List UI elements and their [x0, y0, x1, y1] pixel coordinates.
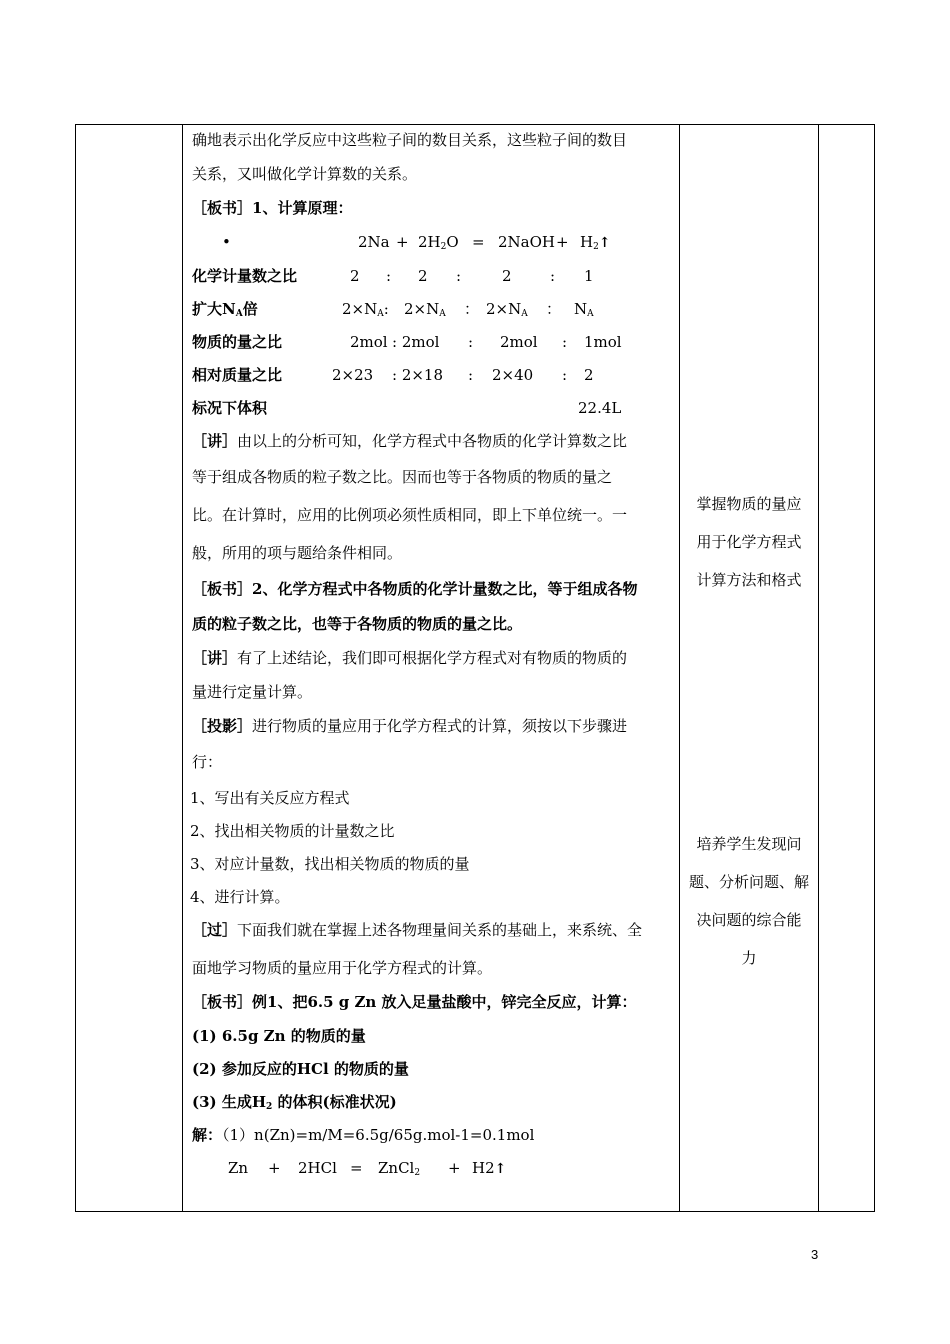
row-cell: $2\times N_A$: [404, 300, 446, 319]
row-cell: : 2mol: [392, 333, 440, 351]
equation-term: 2NaOH: [498, 233, 555, 251]
row-cell: :: [468, 366, 474, 384]
text-line: 量进行定量计算。: [192, 683, 313, 701]
step-item: 2、找出相关物质的计量数之比: [190, 822, 395, 840]
question-item: (1) 6.5g Zn 的物质的量: [192, 1027, 366, 1045]
equation-term: 2Na: [358, 233, 390, 251]
equation-term: $2H_2O$: [418, 233, 459, 252]
tag-project: ［投影］: [192, 717, 253, 735]
text-line: 确地表示出化学反应中这些粒子间的数目关系，这些粒子间的数目: [192, 131, 628, 149]
row-cell: ：: [464, 300, 480, 318]
equation-plus: +: [268, 1159, 281, 1177]
tag-board: ［板书］: [192, 199, 253, 217]
equation-term: ZnCl$_2$: [378, 1159, 421, 1178]
row-cell: $2\times N_A$:: [342, 300, 389, 319]
text-line: 比。在计算时，应用的比例项必须性质相同，即上下单位统一。一: [192, 506, 628, 524]
row-cell: :: [386, 267, 392, 285]
question-item: (3) 生成$H_2$ 的体积(标准状况): [192, 1093, 397, 1112]
tag-board: ［板书］: [192, 993, 253, 1011]
row-cell: 22.4L: [578, 399, 622, 417]
row-label: 物质的量之比: [192, 333, 283, 351]
equation-equals: =: [472, 233, 485, 251]
up-arrow-icon: ↑: [598, 235, 611, 251]
row-cell: :: [456, 267, 462, 285]
objective-note: 掌握物质的量应 用于化学方程式 计算方法和格式: [696, 495, 802, 589]
board-text: ［板书］2、化学方程式中各物质的化学计量数之比，等于组成各物: [192, 580, 638, 598]
solution-line: 解：（1）n(Zn)=m/M=6.5g/65g.mol-1=0.1mol: [192, 1126, 535, 1144]
column-divider: [818, 124, 819, 1212]
board-heading: ［板书］1、计算原理：: [192, 199, 353, 217]
tag-speak: ［讲］: [192, 649, 238, 667]
equation-plus: +: [556, 233, 569, 251]
text-line: 般，所用的项与题给条件相同。: [192, 544, 403, 562]
text-line: ［讲］由以上的分析可知，化学方程式中各物质的化学计算数之比: [192, 432, 628, 450]
lesson-table: [75, 124, 875, 1212]
objective-note: 培养学生发现问 题、分析问题、解 决问题的综合能 力: [688, 835, 809, 967]
row-cell: $2\times N_A$: [486, 300, 528, 319]
row-cell: 2: [502, 267, 512, 285]
equation-term: H2↑: [472, 1159, 507, 1177]
row-cell: 2mol: [500, 333, 538, 351]
text-line: 关系，又叫做化学计算数的关系。: [192, 165, 418, 183]
step-item: 3、对应计量数，找出相关物质的物质的量: [190, 855, 470, 873]
equation-plus: +: [396, 233, 409, 251]
question-item: (2) 参加反应的HCl 的物质的量: [192, 1060, 409, 1078]
page-number: 3: [811, 1247, 819, 1262]
row-label: 标况下体积: [192, 399, 268, 417]
row-label: 扩大$N_A$倍: [192, 300, 258, 319]
row-cell: 2×40: [492, 366, 534, 384]
tag-speak: ［讲］: [192, 432, 238, 450]
row-cell: 2mol: [350, 333, 388, 351]
up-arrow-icon: ↑: [494, 1161, 507, 1177]
row-cell: 2×23: [332, 366, 374, 384]
equation-term: $H_2↑$: [580, 233, 611, 252]
column-divider: [182, 124, 183, 1212]
example-heading: ［板书］例1、把6.5 g Zn 放入足量盐酸中，锌完全反应，计算：: [192, 993, 637, 1011]
row-label: 相对质量之比: [192, 366, 283, 384]
step-item: 4、进行计算。: [190, 888, 290, 906]
row-cell: 2: [584, 366, 594, 384]
row-cell: : 2×18: [392, 366, 444, 384]
text-line: 面地学习物质的量应用于化学方程式的计算。: [192, 959, 493, 977]
text-line: ［讲］有了上述结论，我们即可根据化学方程式对有物质的物质的: [192, 649, 628, 667]
equation-plus: +: [448, 1159, 461, 1177]
column-divider: [679, 124, 680, 1212]
equation-equals: =: [350, 1159, 363, 1177]
text-line: 行：: [192, 753, 223, 771]
row-cell: 1: [584, 267, 594, 285]
text-line: 等于组成各物质的粒子数之比。因而也等于各物质的物质的量之: [192, 468, 613, 486]
row-cell: :: [468, 333, 474, 351]
step-item: 1、写出有关反应方程式: [190, 789, 350, 807]
row-cell: 2: [418, 267, 428, 285]
row-cell: ：: [546, 300, 562, 318]
text-line: ［投影］进行物质的量应用于化学方程式的计算，须按以下步骤进: [192, 717, 628, 735]
row-cell: :: [562, 333, 568, 351]
equation-term: 2HCl: [298, 1159, 337, 1177]
text-line: ［过］下面我们就在掌握上述各物理量间关系的基础上，来系统、全: [192, 921, 643, 939]
row-cell: 1mol: [584, 333, 622, 351]
row-cell: $N_A$: [574, 300, 594, 319]
bullet: •: [222, 233, 231, 251]
row-cell: :: [550, 267, 556, 285]
row-cell: 2: [350, 267, 360, 285]
tag-board: ［板书］: [192, 580, 253, 598]
row-cell: :: [562, 366, 568, 384]
board-text: 质的粒子数之比，也等于各物质的物质的量之比。: [192, 615, 523, 633]
tag-transition: ［过］: [192, 921, 238, 939]
row-label: 化学计量数之比: [192, 267, 298, 285]
equation-term: Zn: [228, 1159, 249, 1177]
